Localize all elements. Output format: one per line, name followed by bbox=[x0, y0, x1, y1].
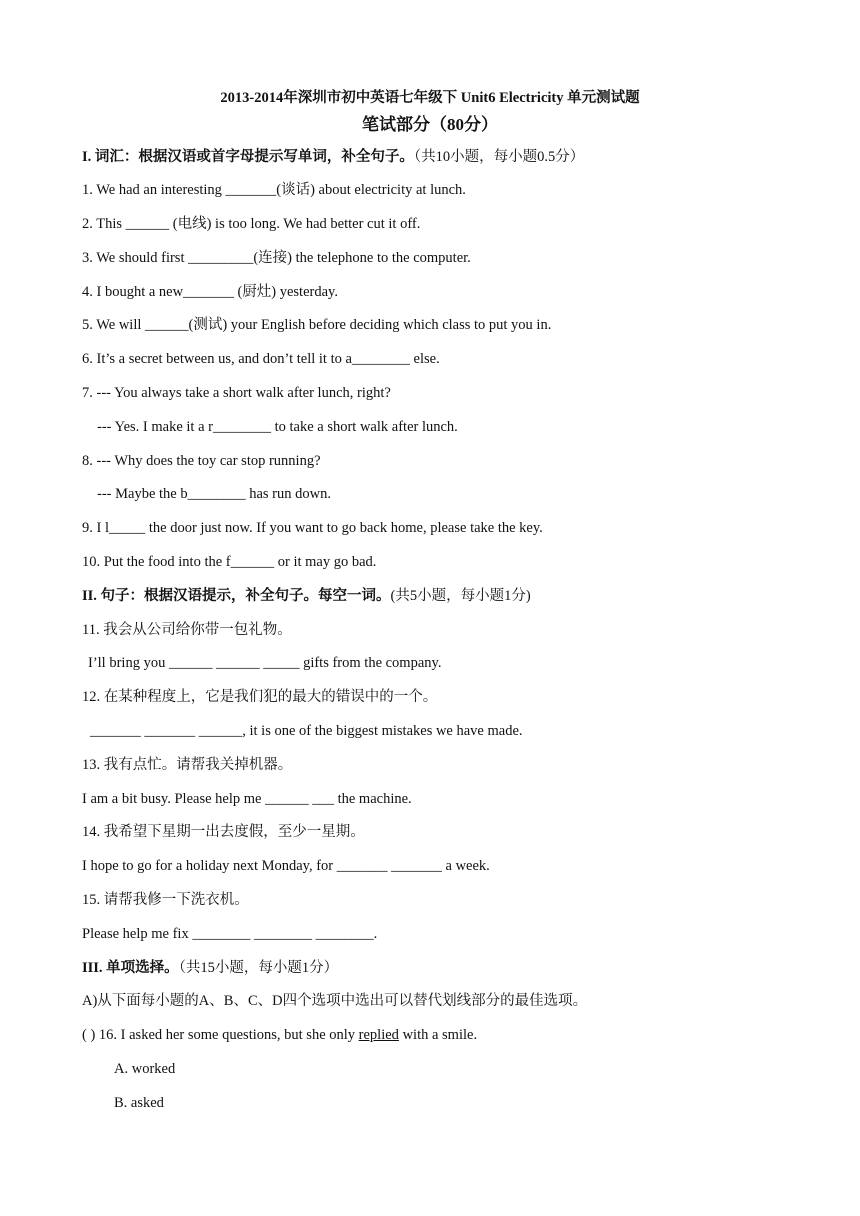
section-2-note: (共5小题，每小题1分) bbox=[390, 588, 531, 604]
option-a: A. worked bbox=[114, 1061, 176, 1077]
question-line: 4. I bought a new_______ (厨灶) yesterday. bbox=[82, 284, 338, 300]
question-line: 1. We had an interesting _______(谈话) about electricity at lunch. bbox=[82, 182, 466, 198]
section-1-title: I. 词汇：根据汉语或首字母提示写单词，补全句子。 bbox=[82, 149, 414, 165]
section-3-note: （共15小题，每小题1分） bbox=[178, 960, 339, 976]
section-1-heading bbox=[82, 147, 584, 167]
question-line: 11. 我会从公司给你带一包礼物。 bbox=[82, 622, 292, 638]
question-line: 8. --- Why does the toy car stop running? bbox=[82, 453, 321, 469]
document-subtitle: 笔试部分（80分） bbox=[362, 115, 498, 134]
option-b: B. asked bbox=[114, 1095, 164, 1111]
question-line: 13. 我有点忙。请帮我关掉机器。 bbox=[82, 757, 293, 773]
question-line: 2. This ______ (电线) is too long. We had better cut it off. bbox=[82, 216, 421, 232]
question-line: 7. --- You always take a short walk after lunch, right? bbox=[82, 385, 391, 401]
question-line: 15. 请帮我修一下洗衣机。 bbox=[82, 892, 249, 908]
question-line: --- Maybe the b________ has run down. bbox=[97, 486, 331, 502]
section-3-heading bbox=[82, 958, 338, 978]
question-line: I am a bit busy. Please help me ______ ___ the machine. bbox=[82, 791, 412, 807]
question-16-underlined-word: replied bbox=[358, 1027, 399, 1043]
question-16-suffix: with a smile. bbox=[398, 1027, 478, 1043]
question-line: --- Yes. I make it a r________ to take a short walk after lunch. bbox=[97, 419, 458, 435]
question-line: Please help me fix ________ ________ ________. bbox=[82, 926, 378, 942]
question-line: I hope to go for a holiday next Monday, for _______ _______ a week. bbox=[82, 858, 490, 874]
section-2-heading bbox=[82, 586, 531, 606]
section-2-title: II. 句子：根据汉语提示，补全句子。每空一词。 bbox=[82, 588, 391, 604]
question-line: 9. I l_____ the door just now. If you want to go back home, please take the key. bbox=[82, 520, 543, 536]
question-line: 14. 我希望下星期一出去度假，至少一星期。 bbox=[82, 824, 365, 840]
section-1-note: （共10小题，每小题0.5分） bbox=[413, 149, 585, 165]
question-line: 5. We will ______(测试) your English before deciding which class to put you in. bbox=[82, 317, 552, 333]
section-3-title: III. 单项选择。 bbox=[82, 960, 179, 976]
question-line: 6. It’s a secret between us, and don’t tell it to a________ else. bbox=[82, 351, 440, 367]
question-line: 10. Put the food into the f______ or it may go bad. bbox=[82, 554, 377, 570]
question-line: _______ _______ ______, it is one of the biggest mistakes we have made. bbox=[90, 723, 523, 739]
question-line: 12. 在某种程度上，它是我们犯的最大的错误中的一个。 bbox=[82, 689, 438, 705]
question-line: 3. We should first _________(连接) the telephone to the computer. bbox=[82, 250, 471, 266]
section-3-instruction: A)从下面每小题的A、B、C、D四个选项中选出可以替代划线部分的最佳选项。 bbox=[82, 993, 588, 1009]
question-line: I’ll bring you ______ ______ _____ gifts from the company. bbox=[88, 655, 442, 671]
document-title: 2013-2014年深圳市初中英语七年级下 Unit6 Electricity 单元测试题 bbox=[220, 90, 640, 106]
question-16-prefix: ( ) 16. I asked her some questions, but she only bbox=[82, 1027, 359, 1043]
question-16 bbox=[82, 1025, 477, 1045]
